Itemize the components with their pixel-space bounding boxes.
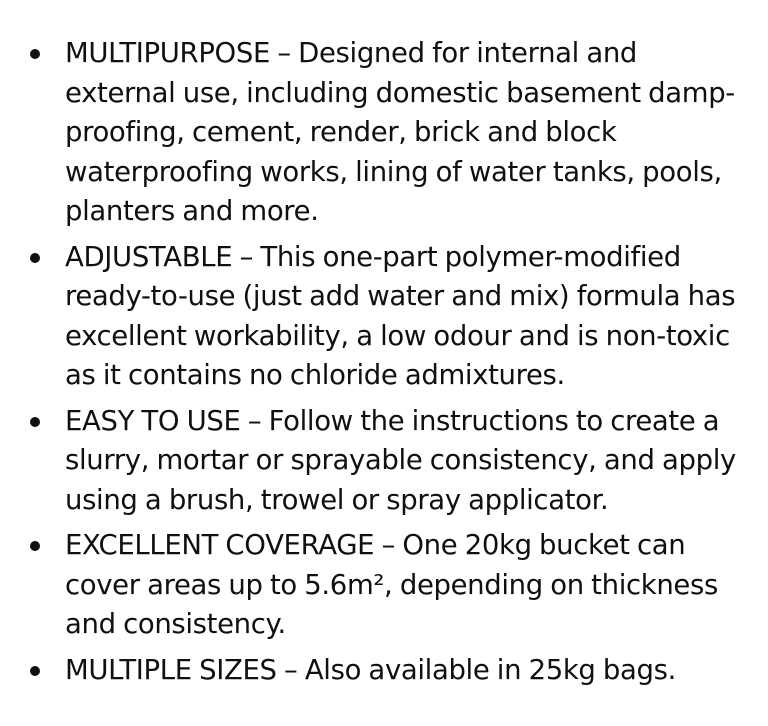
bullet-text: ADJUSTABLE – This one-part polymer-modified ready-to-use (just add water and mix) formula has excellent workability, a low odour and is non-toxic as it contains no chloride admixtures. — [65, 240, 736, 391]
bullet-dot-icon — [30, 541, 40, 551]
bullet-item-multiple-sizes — [0, 651, 768, 691]
bullet-text: MULTIPURPOSE – Designed for internal and external use, including domestic basement damp-proofing, cement, render, brick and block waterproofing works, lining of water tanks, pools, planters and more. — [65, 37, 735, 227]
bullet-text: EASY TO USE – Follow the instructions to create a slurry, mortar or sprayable consistency, and apply using a brush, trowel or spray applicator. — [65, 404, 736, 516]
bullet-dot-icon — [30, 49, 40, 59]
bullet-item-easy-to-use — [0, 402, 768, 521]
bullet-item-excellent-coverage — [0, 526, 768, 645]
bullet-text: EXCELLENT COVERAGE – One 20kg bucket can cover areas up to 5.6m², depending on thickness and consistency. — [65, 529, 718, 640]
bullet-text: MULTIPLE SIZES – Also available in 25kg bags. — [65, 653, 677, 686]
bullet-item-adjustable — [0, 238, 768, 396]
feature-bullet-list — [0, 34, 768, 696]
bullet-dot-icon — [30, 253, 40, 263]
bullet-item-multipurpose — [0, 34, 768, 232]
bullet-dot-icon — [30, 417, 40, 427]
bullet-dot-icon — [30, 666, 40, 676]
